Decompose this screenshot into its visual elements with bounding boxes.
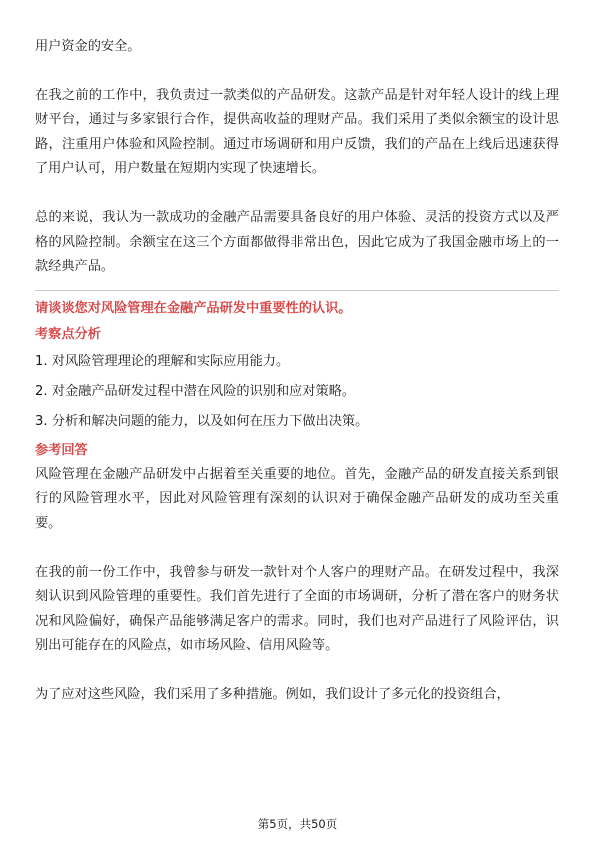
answer-paragraph-3: 为了应对这些风险，我们采用了多种措施。例如，我们设计了多元化的投资组合， — [35, 686, 510, 702]
analysis-item-1: 1. 对风险管理理论的理解和实际应用能力。 — [35, 353, 290, 369]
section-divider — [35, 290, 559, 291]
analysis-item-3: 3. 分析和解决问题的能力，以及如何在压力下做出决策。 — [35, 413, 369, 429]
answer-heading: 参考回答 — [35, 442, 88, 458]
page-number-footer: 第5页，共50页 — [257, 817, 338, 831]
paragraph-gap — [35, 537, 559, 561]
intro-paragraph-1: 用户资金的安全。 — [35, 39, 141, 54]
answer-paragraph-1: 风险管理在金融产品研发中占据着至关重要的地位。首先，金融产品的研发直接关系到银行的风险管理水平，因此对风险管理有深刻的认识对于确保金融产品研发的成功至关重要。 — [35, 466, 559, 531]
paragraph-gap — [35, 60, 559, 84]
answer-paragraph-2: 在我的前一份工作中，我曾参与研发一款针对个人客户的理财产品。在研发过程中，我深刻认识到风险管理的重要性。我们首先进行了全面的市场调研，分析了潜在客户的财务状况和风险偏好，确保产品能够满足客户的需求。同时，我们也对产品进行了风险评估，识别出可能存在的风险点，如市场风险、信用风险等。 — [35, 564, 559, 654]
document-page — [35, 35, 559, 708]
intro-paragraph-2: 在我之前的工作中，我负责过一款类似的产品研发。这款产品是针对年轻人设计的线上理财平台，通过与多家银行合作，提供高收益的理财产品。我们采用了类似余额宝的设计思路，注重用户体验和风险控制。通过市场调研和用户反馈，我们的产品在上线后迅速获得了用户认可，用户数量在短期内实现了快速增长。 — [35, 87, 559, 177]
interview-question: 请谈谈您对风险管理在金融产品研发中重要性的认识。 — [35, 300, 352, 316]
analysis-item-2: 2. 对金融产品研发过程中潜在风险的识别和应对策略。 — [35, 383, 356, 399]
intro-paragraph-3: 总的来说，我认为一款成功的金融产品需要具备良好的用户体验、灵活的投资方式以及严格的风险控制。余额宝在这三个方面都做得非常出色，因此它成为了我国金融市场上的一款经典产品。 — [35, 209, 559, 275]
paragraph-gap — [35, 659, 559, 683]
paragraph-gap — [35, 182, 559, 206]
analysis-heading: 考察点分析 — [35, 326, 101, 342]
